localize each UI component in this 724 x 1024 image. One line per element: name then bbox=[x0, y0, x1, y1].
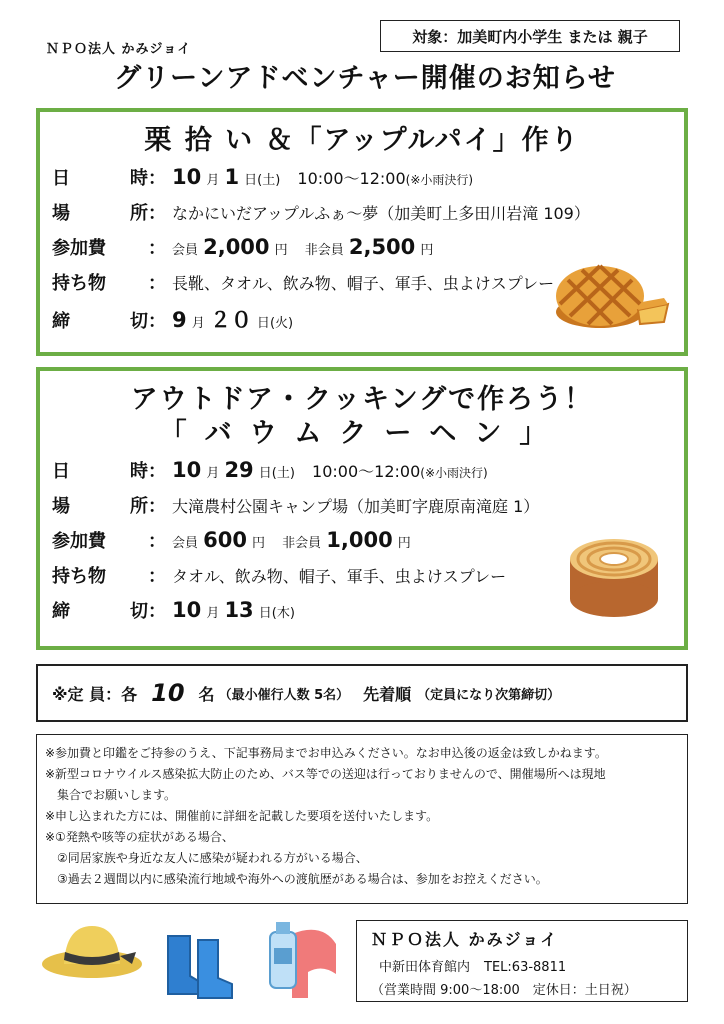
contact-hours: （営業時間 9:00〜18:00 定休日：土日祝） bbox=[371, 983, 637, 998]
items-label: 持ち物 bbox=[52, 566, 106, 587]
date-label: 日 時 bbox=[52, 168, 148, 189]
event-baumkuchen bbox=[36, 367, 688, 650]
deadline-label: 締 切 bbox=[52, 311, 148, 332]
deadline-label: 締 切 bbox=[52, 601, 148, 622]
event1-deadline-row: 締 切 ： 9 月 ２０ 日(火) bbox=[40, 304, 684, 339]
event2-deadline: 10 月 13 日(木) bbox=[172, 598, 295, 622]
capacity-number: 10 bbox=[151, 679, 185, 707]
capacity-order-note: （定員になり次第締切） bbox=[417, 687, 561, 703]
capacity-minimum: （最小催行人数 5名） bbox=[218, 687, 350, 703]
capacity-order: 先着順 bbox=[363, 684, 412, 704]
towel-and-bottle-icon bbox=[262, 914, 342, 998]
place-label: 場 所 bbox=[52, 203, 148, 224]
capacity-label: ※定 員：各 bbox=[52, 684, 138, 704]
notes-box bbox=[36, 734, 688, 904]
page-title: グリーンアドベンチャー開催のお知らせ bbox=[114, 63, 616, 94]
event2-items-row: 持ち物 ： タオル、飲み物、帽子、軍手、虫よけスプレー bbox=[40, 562, 684, 597]
event2-title bbox=[40, 383, 684, 451]
event2-fee-row: 参加費 ： 会員 600 円 非会員 1,000 円 bbox=[52, 528, 411, 552]
event1-title: 栗 拾 い ＆「アップルパイ」作り bbox=[144, 125, 580, 156]
event2-items: タオル、飲み物、帽子、軍手、虫よけスプレー bbox=[172, 567, 507, 586]
contact-org-name: ＮＰＯ法人 かみジョイ bbox=[371, 930, 559, 949]
event1-fee-row: 参加費 ： 会員 2,000 円 非会員 2,500 円 bbox=[52, 235, 434, 259]
note-line: ③過去２週間以内に感染流行地域や海外への渡航歴がある場合は、参加をお控えください。 bbox=[57, 872, 548, 886]
event2-place: 大滝農村公園キャンプ場（加美町字鹿原南滝庭 1） bbox=[172, 497, 540, 516]
date-label: 日 時 bbox=[52, 461, 148, 482]
note-line: ※参加費と印鑑をご持参のうえ、下記事務局までお申込みください。なお申込後の返金は致しかねます。 bbox=[45, 746, 607, 760]
fee-label: 参加費 bbox=[52, 238, 106, 259]
place-label: 場 所 bbox=[52, 496, 148, 517]
note-line: ※申し込まれた方には、開催前に詳細を記載した要項を送付いたします。 bbox=[45, 809, 439, 823]
straw-hat-icon bbox=[40, 918, 144, 982]
event1-place-row: 場 所 ： なかにいだアップルふぁ〜夢（加美町上多田川岩滝 109） bbox=[40, 199, 684, 234]
baumkuchen-illustration bbox=[564, 531, 664, 621]
event1-date: 10 月 1 日(土) 10:00〜12:00(※小雨決行) bbox=[172, 165, 474, 189]
event1-deadline: 9 月 ２０ 日(火) bbox=[172, 308, 294, 332]
items-label: 持ち物 bbox=[52, 273, 106, 294]
event1-place: なかにいだアップルふぁ〜夢（加美町上多田川岩滝 109） bbox=[172, 204, 590, 223]
note-line: 集合でお願いします。 bbox=[57, 788, 177, 802]
note-line: ※①発熱や咳等の症状がある場合、 bbox=[45, 830, 234, 844]
event1-fee: 会員 2,000 円 非会員 2,500 円 bbox=[172, 235, 434, 259]
contact-tel: TEL:63-8811 bbox=[484, 960, 567, 975]
event2-date-row: 日 時 ： 10 月 29 日(土) 10:00〜12:00(※小雨決行) bbox=[52, 458, 488, 482]
capacity-box bbox=[36, 664, 688, 722]
event2-title-line2: 「バウムクーヘン」 bbox=[159, 418, 565, 449]
contact-box bbox=[356, 920, 688, 1002]
capacity-unit: 名 bbox=[198, 684, 215, 704]
event2-date: 10 月 29 日(土) 10:00〜12:00(※小雨決行) bbox=[172, 458, 488, 482]
contact-address: 中新田体育館内 TEL:63-8811 bbox=[379, 960, 567, 975]
event2-fee: 会員 600 円 非会員 1,000 円 bbox=[172, 528, 411, 552]
event1-items-row: 持ち物 ： 長靴、タオル、飲み物、帽子、軍手、虫よけスプレー bbox=[40, 269, 684, 304]
event1-date-row: 日 時 ： 10 月 1 日(土) 10:00〜12:00(※小雨決行) bbox=[52, 165, 474, 189]
rain-boots-icon bbox=[160, 932, 240, 1002]
organizer-label: ＮＰＯ法人 かみジョイ bbox=[46, 42, 192, 57]
event2-place-row: 場 所 ： 大滝農村公園キャンプ場（加美町字鹿原南滝庭 1） bbox=[40, 492, 684, 527]
event2-deadline-row: 締 切 ： 10 月 13 日(木) bbox=[52, 598, 295, 622]
event-apple-pie bbox=[36, 108, 688, 356]
event2-title-line1: アウトドア・クッキングで作ろう！ bbox=[130, 384, 594, 415]
event1-items: 長靴、タオル、飲み物、帽子、軍手、虫よけスプレー bbox=[172, 274, 555, 293]
target-audience-box: 対象：加美町内小学生 または 親子 bbox=[380, 20, 680, 52]
note-line: ※新型コロナウイルス感染拡大防止のため、バス等での送迎は行っておりませんので、開催場所へは現地 bbox=[45, 767, 606, 781]
note-line: ②同居家族や身近な友人に感染が疑われる方がいる場合、 bbox=[57, 851, 368, 865]
fee-label: 参加費 bbox=[52, 531, 106, 552]
apple-pie-illustration bbox=[552, 252, 670, 334]
